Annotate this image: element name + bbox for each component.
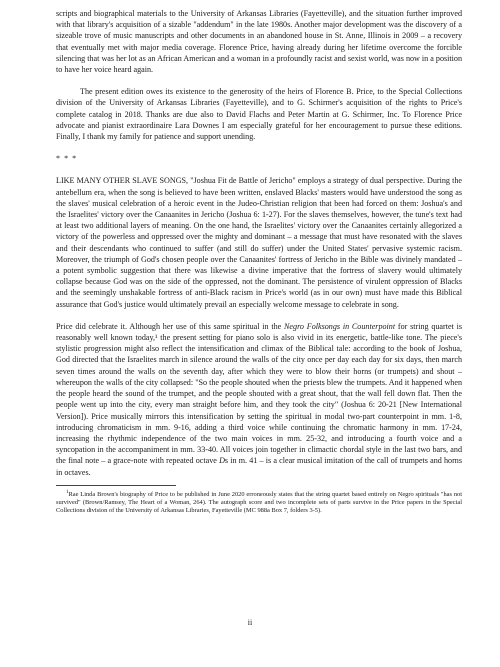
- celebration-text-c: s in m. 41 – is a clear musical imitation of the call of trumpets and horns in octaves.: [56, 456, 462, 477]
- paragraph-acknowledgments: The present edition owes its existence to the generosity of the heirs of Florence B. Price, to the Special Collections division of the University of Arkansas Libraries (Fayetteville), and to G. Schirmer's acquisition of the rights to Price's complete catalog in 2018. Thanks are due also to David Flachs and Peter Martin at G. Schirmer, Inc. To Florence Price advocate and pianist extraordinaire Lara Downes I am especially grateful for her encouragement to pursue these editions. Finally, I thank my family for patience and support unending.: [56, 87, 462, 142]
- celebration-text-b: for string quartet is reasonably well known today,¹ the present setting for piano solo is also vivid in its energetic, battle-like tone. The piece's stylistic progression might also reflect the intensification and climax of the Biblical tale: according to the book of Joshua, God directed that the Israelites march in silence around the walls of the city once per day each day for six days, then march seven times around the walls on the seventh day, after which they were to blow their horns (or trumpets) and shout – whereupon the walls of the city collapsed: "So the people shouted when the priests blew the trumpets. And it happened when the people heard the sound of the trumpet, and the people shouted with a great shout, that the wall fell down flat. Then the people went up into the city, every man straight before him, and they took the city" (Joshua 6: 20-21 [New International Version]). Price musically mirrors this intensification by setting the spiritual in modal two-part counterpoint in mm. 1-8, introducing chromaticism in mm. 9-16, adding a third voice while continuing the chromatic harmony in mm. 17-24, increasing the rhythmic independence of the two main voices in mm. 25-32, and introducing a fourth voice and a syncopation in the accompaniment in mm. 33-40. All voices join together in climactic chordal style in the last two bars, and the final note – a grace-note with repeated octave: [56, 321, 462, 466]
- paragraph-gap: [56, 164, 462, 175]
- paragraph-provenance: scripts and biographical materials to the University of Arkansas Libraries (Fayetteville), and the situation further improved with that library's acquisition of a sizable "addendum" in the late 1980s. Another major development was the discovery of a sizeable trove of music manuscripts and other documents in an abandoned house in St. Anne, Illinois in 2009 – a recovery that eventually met with major media coverage. Florence Price, having already during her lifetime overcome the forcible silencing that was her lot as an African American and a woman in a profoundly racist and sexist world, was now in a position to have her voice heard again.: [56, 9, 462, 75]
- footnote: [56, 489, 462, 515]
- paragraph-celebration: [56, 321, 462, 478]
- pitch-italic: D: [219, 456, 225, 466]
- section-separator: * * *: [56, 154, 78, 164]
- paragraph-gap: [56, 142, 462, 153]
- paragraph-gap: [56, 75, 462, 86]
- page-number: ii: [247, 618, 253, 627]
- paragraph-gap: [56, 310, 462, 321]
- work-title-italic: Negro Folksongs in Counterpoint: [284, 321, 396, 331]
- footnote-mark: 1: [66, 489, 69, 495]
- celebration-text-a: Price did celebrate it. Although her use of this same spiritual in the: [56, 321, 285, 331]
- footnote-rule: [56, 485, 176, 486]
- footnote-text: Rae Linda Brown's biography of Price to be published in June 2020 erroneously states that the string quartet based entirely on Negro spirituals "has not survived" (Brown/Ramsey, The Heart of a Woman, 264). The autograph score and two incomplete sets of parts survive in the Price papers in the Special Collections division of the University of Arkansas Libraries, Fayetteville (MC 988a Box 7, folders 3-5).: [56, 490, 462, 515]
- paragraph-dual-perspective: LIKE MANY OTHER SLAVE SONGS, "Joshua Fit de Battle of Jericho" employs a strategy of dual perspective. During the antebellum era, when the song is believed to have been written, enslaved Blacks' masters would have understood the song as the slaves' musical celebration of a heroic event in the Judeo-Christian religion that been had forced on them: Joshua's and the Israelites' victory over the Canaanites in Jericho (Joshua 6: 1-27). For the slaves themselves, however, the tune's text had at least two additional layers of meaning. On the one hand, the Israelites' victory over the Canaanites certainly allegorized a victory of the powerless and oppressed over the mighty and dominant – a message that must have resonated with the slaves and their descendants who continued to suffer (and still do suffer) under the United States' pervasive systemic racism. Moreover, the triumph of God's chosen people over the Canaanites' fortress of Jericho in the Bible was divinely mandated – a potent symbolic suggestion that there was likewise a divine imperative that the fortress of slavery would ultimately collapse because God was on the side of the oppressed, not the dominant. The persistence of virulent oppression of Blacks and the seemingly unshakable fortress of anti-Black racism in Price's world (as in our own) must have made this Biblical assurance that God's justice would ultimately prevail an especially welcome message to celebrate in song.: [56, 176, 462, 309]
